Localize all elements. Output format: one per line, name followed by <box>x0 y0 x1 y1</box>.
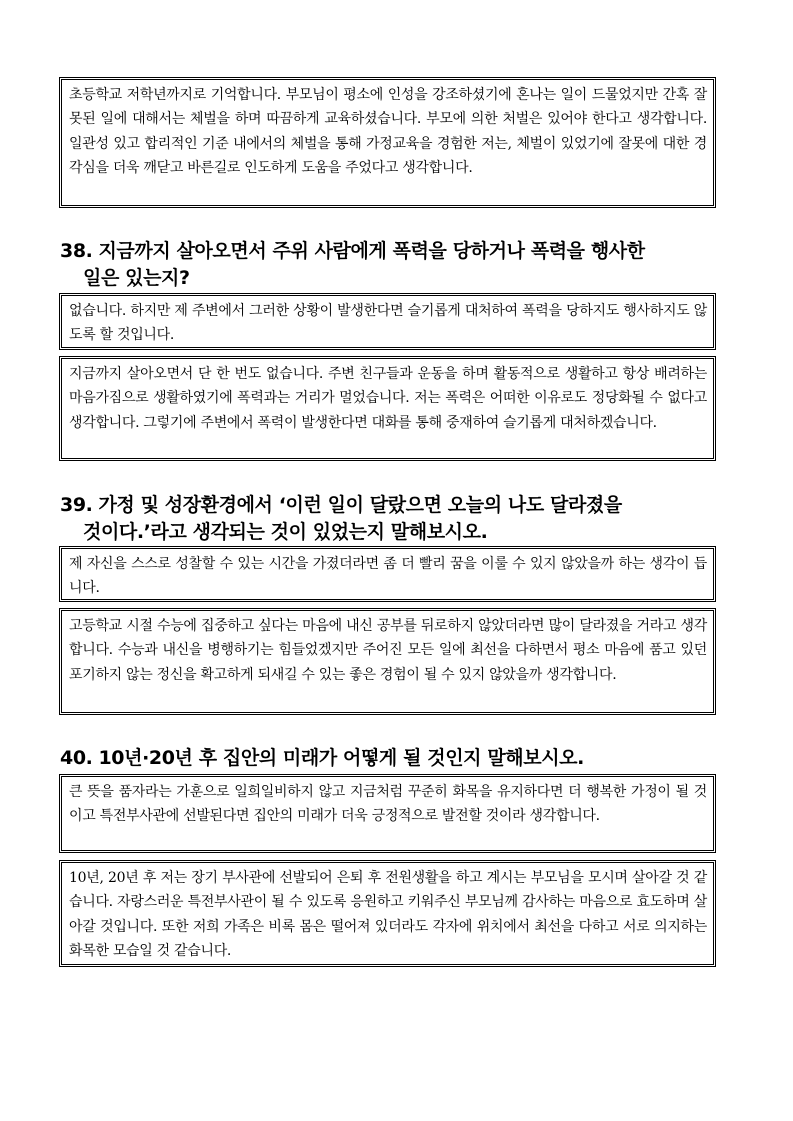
answer-box-previous <box>59 77 716 208</box>
question-number: 39. <box>60 494 93 516</box>
answer-text: 제 자신을 스스로 성찰할 수 있는 시간을 가졌더라면 좀 더 빨리 꿈을 이룰 수 있지 않았을까 하는 생각이 듭니다. <box>69 556 707 597</box>
question-text-line2: 일은 있는지? <box>83 267 190 289</box>
answer-box-38-1 <box>59 293 716 350</box>
question-text-line1: 가정 및 성장환경에서 ‘이런 일이 달랐으면 오늘의 나도 달라졌을 <box>98 494 622 516</box>
question-number: 38. <box>60 240 93 262</box>
answer-text: 큰 뜻을 품자라는 가훈으로 일희일비하지 않고 지금처럼 꾸준히 화목을 유지하다면 더 행복한 가정이 될 것이고 특전부사관에 선발된다면 집안의 미래가 더욱 긍정적으로 발전할 것이라 생각합니다. <box>69 784 707 825</box>
question-38-heading <box>60 238 740 292</box>
question-number: 40. <box>60 747 93 769</box>
question-text-line1: 지금까지 살아오면서 주위 사람에게 폭력을 당하거나 폭력을 행사한 <box>98 240 645 262</box>
answer-text: 고등학교 시절 수능에 집중하고 싶다는 마음에 내신 공부를 뒤로하지 않았더라면 많이 달라졌을 거라고 생각합니다. 수능과 내신을 병행하기는 힘들었겠지만 주어진 모든 일에 최선을 다하면서 평소 마음에 품고 있던 포기하지 않는 정신을 확고하게 되새길 수 있는 좋은 경험이 될 수 있지 않았을까 생각합니다. <box>69 618 707 683</box>
answer-box-40-2 <box>59 860 716 967</box>
answer-box-38-2 <box>59 356 716 461</box>
question-text-line1: 10년·20년 후 집안의 미래가 어떻게 될 것인지 말해보시오. <box>98 747 584 769</box>
answer-text: 초등학교 저학년까지로 기억합니다. 부모님이 평소에 인성을 강조하셨기에 혼나는 일이 드물었지만 간혹 잘못된 일에 대해서는 체벌을 하며 따끔하게 교육하셨습니다. 부모에 의한 처벌은 있어야 한다고 생각합니다. 일관성 있고 합리적인 기준 내에서의 체벌을 통해 가정교육을 경험한 저는, 체벌이 있었기에 잘못에 대한 경각심을 더욱 깨닫고 바른길로 인도하게 도움을 주었다고 생각합니다. <box>69 87 707 177</box>
question-39-heading <box>60 492 740 546</box>
answer-box-40-1 <box>59 774 716 853</box>
answer-box-39-2 <box>59 608 716 715</box>
question-40-heading <box>60 745 740 772</box>
answer-text: 지금까지 살아오면서 단 한 번도 없습니다. 주변 친구들과 운동을 하며 활동적으로 생활하고 항상 배려하는 마음가짐으로 생활하였기에 폭력과는 거리가 멀었습니다. 저는 폭력은 어떠한 이유로도 정당화될 수 없다고 생각합니다. 그렇기에 주변에서 폭력이 발생한다면 대화를 통해 중재하여 슬기롭게 대처하겠습니다. <box>69 366 707 431</box>
question-text-line2: 것이다.’라고 생각되는 것이 있었는지 말해보시오. <box>83 521 488 543</box>
answer-text: 없습니다. 하지만 제 주변에서 그러한 상황이 발생한다면 슬기롭게 대처하여 폭력을 당하지도 행사하지도 않도록 할 것입니다. <box>69 303 707 344</box>
answer-text: 10년, 20년 후 저는 장기 부사관에 선발되어 은퇴 후 전원생활을 하고 계시는 부모님을 모시며 살아갈 것 같습니다. 자랑스러운 특전부사관이 될 수 있도록 응원하고 키워주신 부모님께 감사하는 마음으로 효도하며 살아갈 것입니다. 또한 저희 가족은 비록 몸은 떨어져 있더라도 각자에 위치에서 최선을 다하고 서로 의지하는 화목한 모습일 것 같습니다. <box>69 870 707 960</box>
answer-box-39-1 <box>59 546 716 602</box>
